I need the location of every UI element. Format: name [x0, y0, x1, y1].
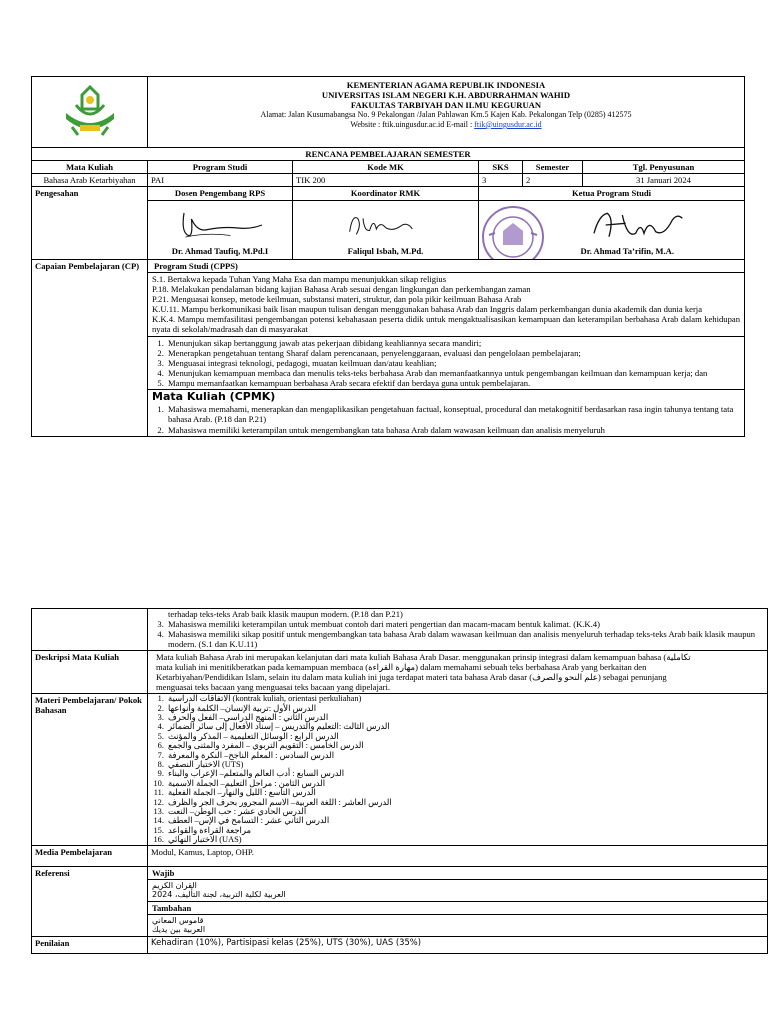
- materi-item: 10. الدرس الثامن : مراحل التعليم– الجملة الاسمية: [166, 779, 763, 788]
- value-tgl-penyusunan: 31 Januari 2024: [583, 174, 745, 187]
- penilaian-label: Penilaian: [32, 936, 148, 953]
- role-ketua-prodi: Ketua Program Studi: [479, 187, 745, 200]
- materi-item: 13. الدرس الحادي عشر : حب الوطن– النعت: [166, 807, 763, 816]
- materi-item: 14. الدرس الثاني عشر : التسامح في الإس– العطف: [166, 816, 763, 825]
- cp-label: Capaian Pembelajaran (CP): [32, 259, 148, 436]
- cpps-item: P.21. Menguasai konsep, metode keilmuan, substansi materi, struktur, dan pola pikir keilmuan Bahasa Arab: [152, 293, 522, 304]
- reference-item: القران الكريم: [152, 880, 197, 890]
- university-logo-icon: [58, 83, 122, 141]
- signature-cell-koordinator: [293, 200, 479, 259]
- deskripsi-row: [32, 650, 768, 694]
- cpps-list: [148, 273, 744, 337]
- cpmk-continued-text: terhadap teks-teks Arab baik klasik maupun modern. (P.18 dan P.21): [168, 609, 403, 619]
- referensi-label: Referensi: [32, 866, 148, 936]
- signer-name-ketua: Dr. Ahmad Ta’rifin, M.A.: [580, 246, 674, 257]
- header-kode-mk: Kode MK: [293, 161, 479, 174]
- outcome-item: 1. Menunjukan sikap bertanggung jawab atas pekerjaan dibidang keahliannya secara mandiri;: [166, 338, 740, 348]
- deskripsi-line: Mata kuliah Bahasa Arab ini merupakan kelanjutan dari mata kuliah Bahasa Arab Dasar. menggunakan prinsip integrasi dalam kemampuan bahasa (تكاملية: [156, 651, 691, 662]
- deskripsi-label: Deskripsi Mata Kuliah: [32, 650, 148, 694]
- signer-name-koordinator: Faliqul Isbah, M.Pd.: [347, 246, 424, 257]
- materi-item: 7. الدرس السادس : المعلم الناجح– النكرة والمعرفة: [166, 751, 763, 760]
- empty-label-cell: [32, 609, 148, 651]
- header-semester: Semester: [523, 161, 583, 174]
- signature-ketua-icon: [589, 205, 689, 245]
- materi-item: 1. الاتفاقات الدراسية (kontrak kuliah, orientasi perkuliahan): [166, 694, 763, 703]
- faculty-name: FAKULTAS TARBIYAH DAN ILMU KEGURUAN: [350, 100, 542, 111]
- tambahan-title: Tambahan: [148, 902, 767, 915]
- header-sks: SKS: [479, 161, 523, 174]
- materi-item: 5. الدرس الرابع : الوسائل التعليمية – المذكر والمؤنث: [166, 732, 763, 741]
- cpmk-continued-row: [32, 609, 768, 651]
- outcome-item: 5. Mampu memanfaatkan kemampuan berbahasa Arab secara efektif dan berdaya guna untuk pembelajaran.: [166, 378, 740, 388]
- materi-item: 3. الدرس الثاني : المنهج الدراسي– الفعل والحرف: [166, 713, 763, 722]
- materi-item: 4. الدرس الثالث :التعليم والتدريس – إسناد الأفعال إلى سائر الضمائر: [166, 722, 763, 731]
- cpmk-item: 1. Mahasiswa memahami, menerapkan dan mengaplikasikan pengetahuan factual, konseptual, procedural dan metakognitif berdasarkan rasa ingin tahunya tentang tata bahasa Arab. (P.18 dan P.21): [166, 404, 740, 424]
- value-program-studi: PAI: [148, 174, 293, 187]
- media-row: [32, 845, 768, 866]
- cpmk-continued: [148, 609, 768, 651]
- wajib-list: [148, 880, 767, 902]
- materi-item: 12. الدرس العاشر : اللغة العربية– الاسم المجرور بحرف الجر والظرف: [166, 798, 763, 807]
- media-label: Media Pembelajaran: [32, 845, 148, 866]
- cpmk-section: [148, 390, 744, 435]
- materi-row: [32, 694, 768, 846]
- outcome-item: 3. Menguasai integrasi teknologi, pedagogi, muatan keilmuan dan/atau keahlian;: [166, 358, 740, 368]
- outcome-item: 2. Menerapkan pengetahuan tentang Sharaf dalam perencanaan, penyelenggaraan, evaluasi dan pengelolaan pembelajaran;: [166, 348, 740, 358]
- course-info-header-row: [32, 161, 745, 174]
- rps-page-2: [0, 600, 768, 1024]
- general-outcomes: [148, 337, 744, 391]
- value-kode-mk: TIK 200: [293, 174, 479, 187]
- cpps-item: S.1. Bertakwa kepada Tuhan Yang Maha Esa dan mampu menunjukkan sikap religius: [152, 273, 447, 284]
- materi-item: 11. الدرس التاسع : الليل والنهار– الجملة الفعلية: [166, 788, 763, 797]
- outcome-item: 4. Menunjukan kemampuan membaca dan menulis teks-teks berbahasa Arab dan memanfaatkannya untuk pengembangan keilmuan dan kemampuan kerja; dan: [166, 368, 740, 378]
- rps-page-1: [0, 0, 768, 500]
- value-sks: 3: [479, 174, 523, 187]
- cpps-title: Program Studi (CPPS): [148, 260, 744, 273]
- header-program-studi: Program Studi: [148, 161, 293, 174]
- tambahan-list: [148, 915, 767, 936]
- website-text: Website : ftik.uingusdur.ac.id E-mail :: [350, 119, 475, 129]
- media-value: Modul, Kamus, Laptop, OHP.: [148, 845, 768, 866]
- deskripsi-line: mata kuliah ini menitikberatkan pada kemampuan membaca (مهارة القراءة) dalam memahami sebuah teks berbahasa Arab yang berkaitan den: [156, 661, 647, 672]
- cpmk-item: 2. Mahasiswa memiliki keterampilan untuk mengembangkan tata bahasa Arab dalam wawasan keilmuan dan analisis menyeluruh: [166, 425, 740, 435]
- header-mata-kuliah: Mata Kuliah: [32, 161, 148, 174]
- pengesahan-role-row: [32, 187, 745, 200]
- header-tgl-penyusunan: Tgl. Penyusunan: [583, 161, 745, 174]
- cpps-item: K.U.11. Mampu berkomunikasi baik lisan maupun tulisan dengan menggunakan bahasa Arab dan Inggris dalam perkembangan dunia akademik dan dunia kerja: [152, 304, 703, 315]
- cp-content: [148, 259, 745, 436]
- signature-dosen-icon: [178, 207, 268, 243]
- pengesahan-label: Pengesahan: [32, 187, 148, 259]
- rps-header-table: [31, 76, 745, 437]
- cpps-item: P.18. Melakukan pendalaman bidang kajian Bahasa Arab sesuai dengan lingkungan dan perkembangan zaman: [152, 283, 531, 294]
- materi-list: [148, 694, 768, 846]
- deskripsi-line: Ketarbiyahan/Pendidikan Islam, selain itu dalam mata kuliah ini juga terdapat materi tata bahasa Arab dasar (علم النحو والصرف) sebagai penunjang: [156, 671, 667, 682]
- deskripsi-line: menguasai teks bacaan yang menguasai teks bacaan yang dipelajari.: [156, 681, 391, 692]
- reference-item: قاموس المعاني: [152, 915, 204, 925]
- website-line: [151, 120, 741, 129]
- cpmk-item: 3. Mahasiswa memiliki keterampilan untuk membuat contoh dari materi pengertian dan macam-macam bentuk kalimat. (K.K.4): [166, 619, 763, 629]
- course-info-value-row: [32, 174, 745, 187]
- penilaian-value: Kehadiran (10%), Partisipasi kelas (25%), UTS (30%), UAS (35%): [148, 936, 768, 953]
- materi-item: 9. الدرس السابع : أدب العالم والمتعلم– الإعراب والبناء: [166, 769, 763, 778]
- cpps-item: K.K.4. Mampu memfasilitasi pengembangan potensi kebahasaan peserta didik untuk mengaktualisasikan kemampuan dan keterampilan berbahasa Arab dalam kehidupan nyata di sekolah/madrasah dan di masyarakat: [152, 314, 740, 335]
- materi-item: 8. الاختبار النصفي (UTS): [166, 760, 763, 769]
- reference-item: العربية بين يديك: [152, 925, 206, 935]
- referensi-row: [32, 866, 768, 936]
- cp-row: [32, 259, 745, 436]
- deskripsi-text: [148, 650, 768, 694]
- logo-cell: [32, 77, 148, 148]
- role-koordinator: Koordinator RMK: [293, 187, 479, 200]
- ministry-name: KEMENTERIAN AGAMA REPUBLIK INDONESIA: [346, 80, 546, 90]
- wajib-title: Wajib: [148, 867, 767, 880]
- university-name: UNIVERSITAS ISLAM NEGERI K.H. ABDURRAHMAN WAHID: [321, 90, 571, 101]
- signer-name-dosen: Dr. Ahmad Taufiq, M.Pd.I: [171, 246, 269, 257]
- address: Alamat: Jalan Kusumabangsa No. 9 Pekalongan /Jalan Pahlawan Km.5 Kajen Kab. Pekalongan Telp (0285) 412575: [260, 110, 632, 120]
- institution-header: [148, 77, 745, 148]
- rps-detail-table: [31, 608, 768, 954]
- penilaian-row: [32, 936, 768, 953]
- cpmk-title: Mata Kuliah (CPMK): [152, 390, 276, 404]
- materi-label: Materi Pembelajaran/ Pokok Bahasan: [32, 694, 148, 846]
- role-dosen-pengembang: Dosen Pengembang RPS: [148, 187, 293, 200]
- reference-item: العربية لكلية التربية، لجنة التأليف، 2024: [152, 890, 286, 900]
- cpmk-item: 4. Mahasiswa memiliki sikap positif untuk mengembangkan tata bahasa Arab dalam wawasan keilmuan dan analisis menyeluruh terhadap teks-teks Arab baik klasik maupun modern. (S.1 dan K.U.11): [166, 629, 763, 649]
- referensi-content: [148, 866, 768, 936]
- materi-item: 6. الدرس الخامس : التقويم التربوي – المفرد والمثنى والجمع: [166, 741, 763, 750]
- signature-cell-ketua: [479, 200, 745, 259]
- document-title: RENCANA PEMBELAJARAN SEMESTER: [32, 148, 745, 161]
- signature-koordinator-icon: [343, 207, 423, 243]
- materi-item: 2. الدرس الأول :تربية الإنسان– الكلمة وأنواعها: [166, 704, 763, 713]
- materi-item: 16. الاختبار النهائي (UAS): [166, 835, 763, 844]
- email-link[interactable]: ftik@uingusdur.ac.id: [474, 119, 542, 129]
- value-semester: 2: [523, 174, 583, 187]
- signature-cell-dosen: [148, 200, 293, 259]
- materi-item: 15. مراجعة القراءة والقواعد: [166, 826, 763, 835]
- value-mata-kuliah: Bahasa Arab Ketarbiyahan: [32, 174, 148, 187]
